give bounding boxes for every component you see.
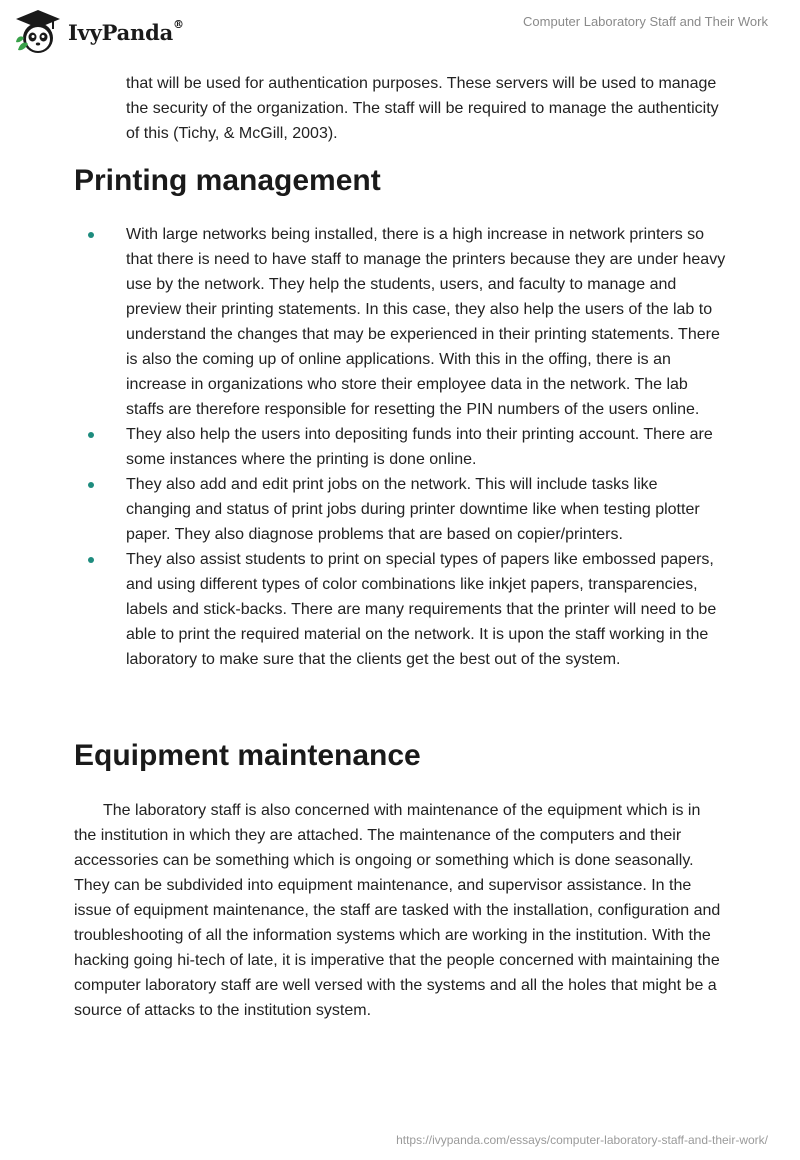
logo-wordmark: IvyPanda® bbox=[68, 17, 184, 45]
bullet-icon bbox=[88, 232, 94, 238]
list-item-text: They also assist students to print on special types of papers like embossed papers, and using different types of color combinations like inkjet papers, transparencies, labels and stick-backs. There are many requirements that the printer will need to be able to print the required material on the network. It is upon the staff working in the laboratory to make sure that the clients get the best out of the system. bbox=[126, 551, 717, 668]
source-url[interactable]: https://ivypanda.com/essays/computer-laboratory-staff-and-their-work/ bbox=[396, 1133, 768, 1147]
list-item bbox=[74, 222, 726, 422]
section-heading-equipment: Equipment maintenance bbox=[74, 739, 421, 772]
document-title: Computer Laboratory Staff and Their Work bbox=[523, 14, 768, 29]
list-item bbox=[74, 472, 726, 547]
printing-bullet-list bbox=[74, 222, 726, 672]
panda-graduate-icon bbox=[14, 8, 62, 56]
bullet-icon bbox=[88, 482, 94, 488]
bullet-icon bbox=[88, 432, 94, 438]
list-item bbox=[74, 547, 726, 672]
list-item-text: With large networks being installed, there is a high increase in network printers so that there is need to have staff to manage the printers because they are under heavy use by the network. They help the students, users, and faculty to manage and preview their printing statements. In this case, they also help the users of the lab to understand the changes that may be experienced in their printing statements. There is also the coming up of online applications. With this in the offing, there is an increase in organizations who store their employee data in the network. The lab staffs are therefore responsible for resetting the PIN numbers of the users online. bbox=[126, 226, 726, 418]
section-heading-printing: Printing management bbox=[74, 164, 381, 197]
continued-paragraph: that will be used for authentication purposes. These servers will be used to manage the security of the organization. The staff will be required to manage the authenticity of this (Tichy, & McGill, 2003). bbox=[126, 75, 719, 142]
page-header bbox=[0, 0, 800, 70]
ivypanda-logo[interactable] bbox=[14, 8, 184, 56]
registered-mark: ® bbox=[173, 17, 184, 31]
list-item-text: They also help the users into depositing funds into their printing account. There are some instances where the printing is done online. bbox=[126, 426, 713, 468]
list-item bbox=[74, 422, 726, 472]
list-item-text: They also add and edit print jobs on the network. This will include tasks like changing and status of print jobs during printer downtime like when testing plotter paper. They also diagnose problems that are based on copier/printers. bbox=[126, 476, 700, 543]
equipment-paragraph: The laboratory staff is also concerned with maintenance of the equipment which is in the institution in which they are attached. The maintenance of the computers and their accessories can be something which is ongoing or something which is done seasonally. They can be subdivided into equipment maintenance, and supervisor assistance. In the issue of equipment maintenance, the staff are tasked with the installation, configuration and troubleshooting of all the information systems which are working in the institution. With the hacking going hi-tech of late, it is imperative that the people concerned with maintaining the computer laboratory staff are well versed with the systems and all the holes that might be a source of attacks to the institution system. bbox=[74, 802, 721, 1019]
bullet-icon bbox=[88, 557, 94, 563]
